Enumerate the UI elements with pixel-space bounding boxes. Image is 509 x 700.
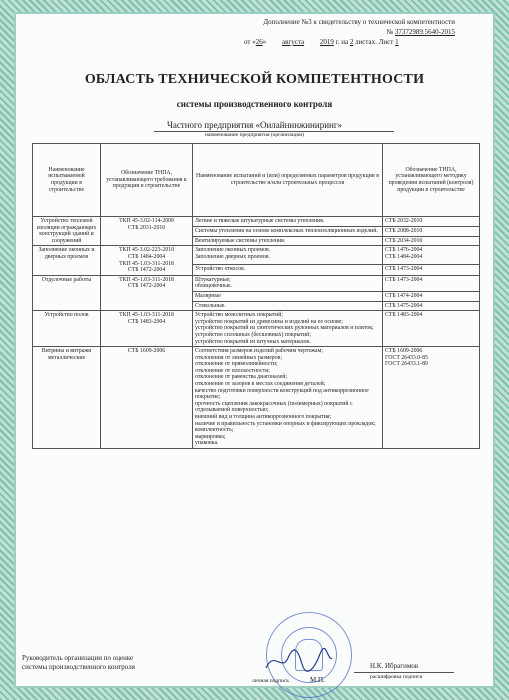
header-tnpa-method: Обозначение ТНПА, устанавливающего методику проведения испытаний (контроля) продукции в строительстве [383, 144, 480, 217]
test-cell: Системы утепления на основе комплексных теплоизоляционных изделий. [193, 226, 383, 236]
tnpa-method-cell: СТБ 1475-2004 [383, 301, 480, 311]
document-subtitle: системы производственного контроля [176, 99, 333, 109]
stamp-place: М.П. [310, 676, 325, 684]
document-title: ОБЛАСТЬ ТЕХНИЧЕСКОЙ КОМПЕТЕНТНОСТИ [84, 72, 425, 87]
table-row [33, 246, 480, 264]
tnpa-requirements-cell: ТКП 45-1.03-311-2018 СТБ 1483-2004 [101, 311, 193, 347]
test-cell: Устройство монолитных покрытий; устройство покрытий из древесины и изделий на ее основе; устройство покрытий из синтетических рулонных материалов и плиток; устройство сплошных (бесшовных) покрытий; устройство покрытий из штучных материалов. [193, 311, 383, 347]
tnpa-requirements-cell: ТКП 45-3.02-114-2009 СТБ 2031-2010 [101, 217, 193, 246]
footer-role-line1: Руководитель организации по оценке [22, 654, 134, 662]
tnpa-method-cell: СТБ 1609-2006 ГОСТ 26433.0-85 ГОСТ 26433.1-89 [383, 347, 480, 449]
test-cell: Легкие и тяжелые штукатурные системы утепления. [193, 217, 383, 227]
signature-caption: личная подпись [252, 678, 289, 684]
table-header-row [33, 144, 480, 217]
signer-name: Н.К. Ибрагимов [370, 662, 419, 670]
certificate-number: № 37372989.5640-2015 [386, 28, 455, 36]
header-tnpa-requirements: Обозначение ТНПА, устанавливающего требования к продукции в строительстве [101, 144, 193, 217]
document-page [14, 12, 495, 688]
table-row [33, 217, 480, 227]
test-cell: Стекольные. [193, 301, 383, 311]
test-cell: Заполнение оконных проемов. Заполнение дверных проемов. [193, 246, 383, 264]
header-product: Наименование испытываемой продукции в строительстве [33, 144, 101, 217]
table-row [33, 347, 480, 449]
organization-caption: наименование предприятия (организации) [204, 132, 305, 138]
test-cell: Соответствия размеров изделий рабочим чертежам; отклонения от линейных размеров; отклонение от прямолинейности; отклонение от плоскостности; отклонение от равенства диагоналей; отклонение от зазоров в местах соединения деталей; качество подготовки поверхности конструкций под антикоррозионное покрытие; прочность сцепления лакокрасочных (полимерных) покрытий с отделываемой поверхностью; внешний вид и толщина антикоррозионного покрытия; наличие и правильность установки опорных и фиксирующих прокладок; комплектность; маркировка; упаковка. [193, 347, 383, 449]
tnpa-method-cell: СТБ 1474-2004 [383, 291, 480, 301]
tnpa-requirements-cell: ТКП 45-1.03-311-2018 СТБ 1472-2004 [101, 275, 193, 310]
tnpa-method-cell: СТБ 1483-2004 [383, 311, 480, 347]
product-cell: Заполнение оконных и дверных проемов [33, 246, 101, 275]
tnpa-method-cell: СТБ 1473-2004 [383, 275, 480, 291]
test-cell: Штукатурные; облицовочные. [193, 275, 383, 291]
date-line: от «26» августа 2019 г. на 2 листах. Лист 1 [244, 38, 399, 46]
test-cell: Вентилируемые системы утепления. [193, 236, 383, 246]
test-cell: Устройство откосов. [193, 264, 383, 275]
tnpa-requirements-cell: ТКП 45-3.02-223-2010 СТБ 1484-2004 ТКП 45-1.03-311-2018 СТБ 1472-2004 [101, 246, 193, 275]
tnpa-requirements-cell: СТБ 1609-2006 [101, 347, 193, 449]
name-caption: расшифровка подписи [370, 674, 423, 680]
table-row [33, 311, 480, 347]
name-underline [354, 672, 454, 673]
test-cell: Малярные [193, 291, 383, 301]
tnpa-method-cell: СТБ 2032-2010 [383, 217, 480, 227]
product-cell: Витрины и витражи металлические [33, 347, 101, 449]
organization-name: Частного предприятия «Оилайнинжиниринг» [166, 120, 343, 130]
tnpa-method-cell: СТБ 2034-2010 [383, 236, 480, 246]
tnpa-method-cell: СТБ 1476-2004 СТБ 1484-2004 [383, 246, 480, 264]
signature [264, 648, 334, 674]
product-cell: Устройство полов [33, 311, 101, 347]
footer-role-line2: системы производственного контроля [22, 663, 135, 671]
tnpa-method-cell: СТБ 1473-2004 [383, 264, 480, 275]
table-row [33, 275, 480, 291]
header-tests: Наименование испытаний и (или) определяемых параметров продукции в строительстве и/или строительных процессов [193, 144, 383, 217]
product-cell: Отделочные работы [33, 275, 101, 310]
addendum-line: Дополнение №3 к свидетельству о технической компетентности [263, 18, 455, 26]
tnpa-method-cell: СТБ 2088-2010 [383, 226, 480, 236]
competence-table [32, 143, 480, 449]
product-cell: Устройство тепловой изоляции ограждающих конструкций зданий и сооружений [33, 217, 101, 246]
